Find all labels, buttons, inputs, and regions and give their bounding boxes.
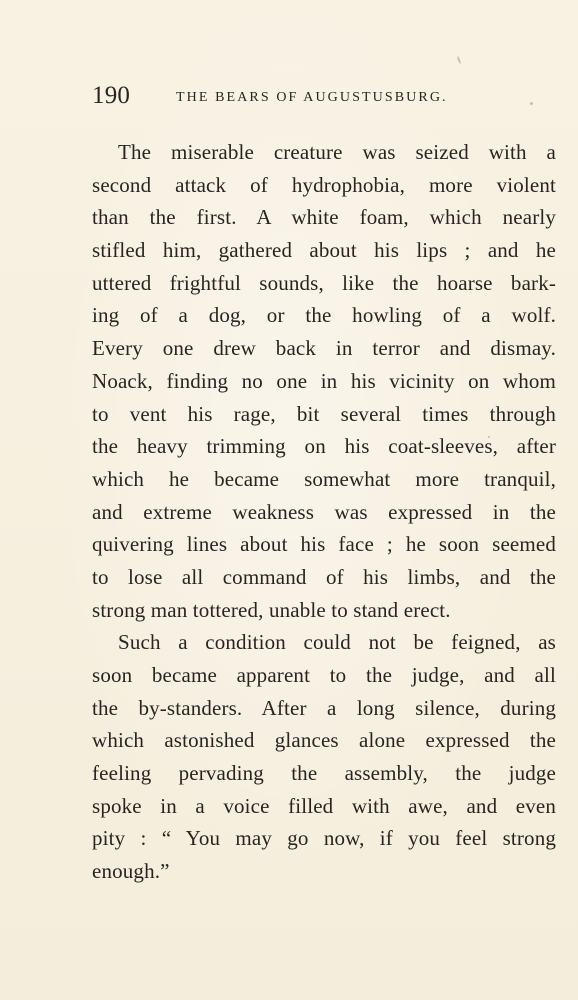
text-line: which he became somewhat more tranquil, — [92, 466, 556, 491]
text-line: stifled him, gathered about his lips ; and he — [92, 238, 556, 263]
text-line: the heavy trimming on his coat-sleeves, after — [92, 434, 556, 459]
text-line: Such a condition could not be feigned, as — [118, 630, 556, 655]
paper-speck — [530, 102, 533, 105]
text-line: Noack, finding no one in his vicinity on whom — [92, 368, 556, 393]
text-line: uttered frightful sounds, like the hoarse bark- — [92, 270, 556, 295]
text-line: The miserable creature was seized with a — [118, 140, 556, 164]
text-line: strong man tottered, unable to stand erect. — [92, 597, 451, 622]
paper-speck — [457, 56, 462, 64]
text-line: which astonished glances alone expressed the — [92, 728, 556, 753]
text-line: feeling pervading the assembly, the judge — [92, 761, 556, 786]
text-line: enough.” — [92, 859, 170, 884]
text-line: than the first. A white foam, which nearly — [92, 205, 556, 230]
text-line: ing of a dog, or the howling of a wolf. — [92, 303, 556, 328]
text-line: Every one drew back in terror and dismay. — [92, 336, 556, 361]
text-line: quivering lines about his face ; he soon seemed — [92, 532, 556, 557]
body-text — [92, 136, 556, 888]
page-header — [92, 82, 512, 116]
page-number: 190 — [92, 82, 131, 109]
running-title: THE BEARS OF AUGUSTUSBURG. — [176, 90, 448, 105]
text-line: second attack of hydrophobia, more violent — [92, 172, 556, 197]
text-line: and extreme weakness was expressed in the — [92, 499, 556, 524]
text-line: spoke in a voice filled with awe, and even — [92, 793, 556, 818]
text-line: to lose all command of his limbs, and the — [92, 564, 556, 589]
text-line: the by-standers. After a long silence, during — [92, 695, 556, 720]
text-line: pity : “ You may go now, if you feel strong — [92, 826, 556, 851]
text-line: to vent his rage, bit several times through — [92, 401, 556, 426]
text-line: soon became apparent to the judge, and all — [92, 663, 556, 687]
